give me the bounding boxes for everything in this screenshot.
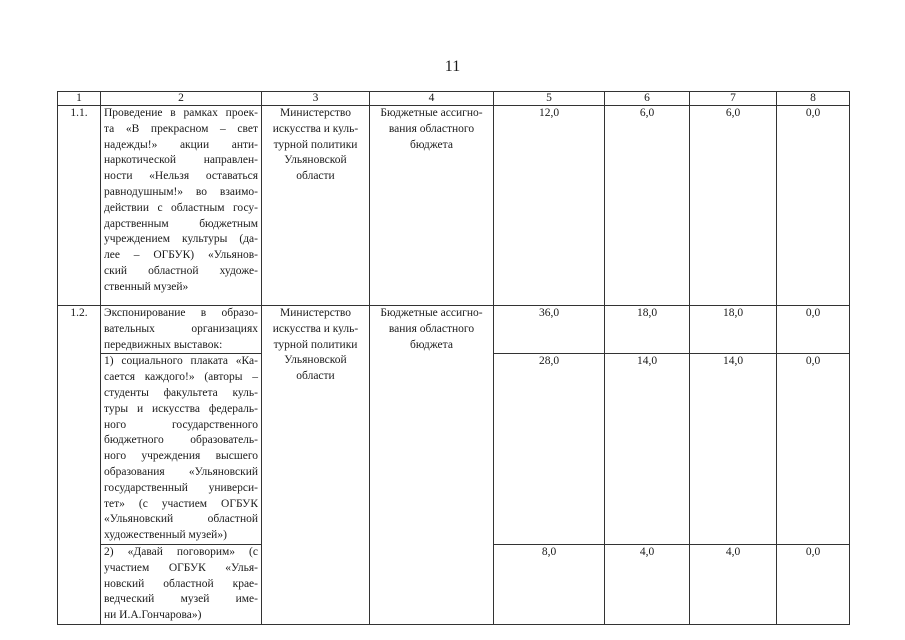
description-line: ности «Нельзя оставаться	[104, 170, 258, 183]
source-line: бюджета	[410, 338, 453, 351]
executor-cell	[262, 306, 370, 625]
value-year-3: 0,0	[777, 306, 850, 354]
column-header: 5	[494, 92, 605, 106]
description-line: учреждением культуры (да-	[104, 233, 258, 246]
description-line: ведческий музей име-	[104, 593, 258, 606]
description-line: наркотической направлен-	[104, 154, 258, 167]
column-header: 3	[262, 92, 370, 106]
description-line: участием ОГБУК «Улья-	[104, 561, 258, 574]
table-row	[58, 306, 850, 354]
executor-line: Министерство	[280, 307, 351, 319]
value-total: 28,0	[494, 354, 605, 545]
funding-source-cell	[370, 306, 494, 625]
column-header: 7	[690, 92, 777, 106]
source-line: бюджета	[410, 138, 453, 151]
row-number: 1.1.	[58, 106, 101, 306]
description-line: надежды!» акции анти-	[104, 138, 258, 151]
executor-line: турной политики	[273, 138, 358, 151]
description-line: ного учреждения высшего	[104, 450, 258, 463]
value-year-3: 0,0	[777, 354, 850, 545]
value-total: 36,0	[494, 306, 605, 354]
value-year-1: 6,0	[605, 106, 690, 306]
value-total: 12,0	[494, 106, 605, 306]
description-line: 2) «Давай поговорим» (с	[104, 545, 258, 558]
measure-description	[101, 544, 262, 624]
funding-source-cell	[370, 106, 494, 306]
executor-cell	[262, 106, 370, 306]
description-line: новский областной крае-	[104, 577, 258, 590]
column-header: 4	[370, 92, 494, 106]
column-header-row	[58, 92, 850, 106]
value-year-3: 0,0	[777, 544, 850, 624]
row-number: 1.2.	[58, 306, 101, 625]
column-header: 8	[777, 92, 850, 106]
value-year-2: 6,0	[690, 106, 777, 306]
description-line: равнодушным!» во взаимо-	[104, 185, 258, 198]
source-line: Бюджетные ассигно-	[380, 307, 483, 319]
description-line: ский областной художе-	[104, 264, 258, 277]
source-line: вания областного	[388, 322, 475, 335]
description-line: ного государственного	[104, 418, 258, 431]
value-year-1: 4,0	[605, 544, 690, 624]
description-line: Проведение в рамках проек-	[104, 107, 258, 119]
executor-line: искусства и куль-	[272, 322, 359, 335]
value-total: 8,0	[494, 544, 605, 624]
executor-line: области	[296, 370, 335, 383]
value-year-3: 0,0	[777, 106, 850, 306]
measure-description	[101, 354, 262, 545]
column-header: 6	[605, 92, 690, 106]
description-line: художественный музей»)	[104, 529, 227, 542]
value-year-1: 18,0	[605, 306, 690, 354]
measure-description	[101, 306, 262, 354]
executor-line: Министерство	[280, 107, 351, 119]
description-line: образования «Ульяновский	[104, 465, 258, 478]
description-line: ни И.А.Гончарова»)	[104, 609, 202, 622]
description-line: государственный универси-	[104, 481, 258, 494]
executor-line: области	[296, 170, 335, 183]
value-year-2: 14,0	[690, 354, 777, 545]
description-line: сается каждого!» (авторы –	[104, 371, 258, 384]
measure-description	[101, 106, 262, 306]
table-row	[58, 106, 850, 306]
column-header: 2	[101, 92, 262, 106]
executor-line: искусства и куль-	[272, 122, 359, 135]
description-line: 1) социального плаката «Ка-	[104, 355, 258, 368]
description-line: бюджетного образователь-	[104, 434, 258, 447]
executor-line: турной политики	[273, 338, 358, 351]
column-header: 1	[58, 92, 101, 106]
value-year-2: 4,0	[690, 544, 777, 624]
description-line: Экспонирование в образо-	[104, 307, 258, 319]
description-line: действии с областным госу-	[104, 201, 258, 214]
executor-line: Ульяновской	[284, 354, 347, 367]
description-line: студенты факультета куль-	[104, 386, 258, 399]
description-line: передвижных выставок:	[104, 338, 223, 351]
value-year-1: 14,0	[605, 354, 690, 545]
description-line: «Ульяновский областной	[104, 513, 258, 526]
description-line: ственный музей»	[104, 280, 189, 293]
description-line: та «В прекрасном – свет	[104, 122, 258, 135]
source-line: вания областного	[388, 122, 475, 135]
description-line: дарственным бюджетным	[104, 217, 258, 230]
source-line: Бюджетные ассигно-	[380, 107, 483, 119]
executor-line: Ульяновской	[284, 154, 347, 167]
page-number: 11	[444, 58, 461, 75]
measures-table	[57, 91, 850, 625]
description-line: туры и искусства федераль-	[104, 402, 258, 415]
value-year-2: 18,0	[690, 306, 777, 354]
description-line: тет» (с участием ОГБУК	[104, 497, 258, 510]
description-line: вательных организациях	[104, 322, 258, 335]
description-line: лее – ОГБУК) «Ульянов-	[104, 249, 258, 262]
